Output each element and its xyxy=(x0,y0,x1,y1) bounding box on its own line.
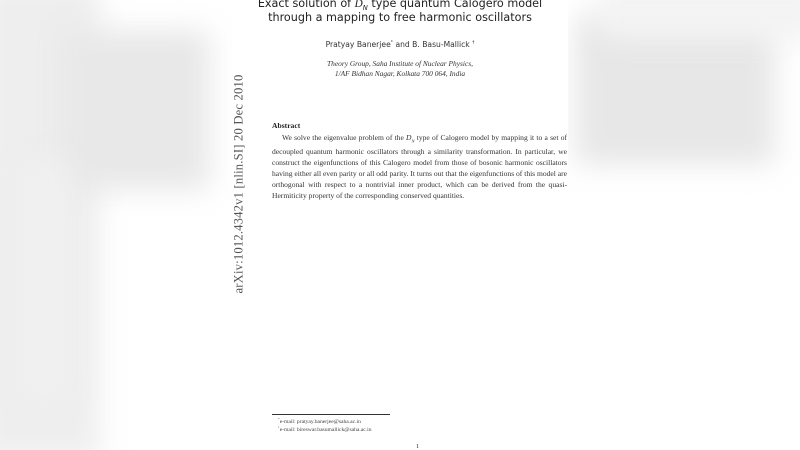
title-math-subscript: N xyxy=(362,4,368,13)
background-blob xyxy=(60,30,210,190)
abstract-math-symbol: D xyxy=(406,133,412,142)
paper-authors xyxy=(232,40,568,49)
background-blob xyxy=(600,0,800,40)
affiliation-line-1: Theory Group, Saha Institute of Nuclear Physics, xyxy=(327,59,473,68)
background-blob xyxy=(20,160,70,400)
footnote-mark: * xyxy=(278,417,280,421)
author-name: Pratyay Banerjee xyxy=(325,40,391,49)
author-conjunction: and xyxy=(393,40,413,49)
abstract-text: type of Calogero model by mapping it to a set of decoupled quantum harmonic oscillators through a similarity transformation. In particular, we construct the eigenfunctions of this Calogero model from those of bosonic harmonic oscillators having either all even parity or all odd parity. It turns out that the eigenfunctions of this model are orthogonal with respect to a nontrivial inner product, which can be derived from the quasi-Hermiticity property of the corresponding conserved quantities. xyxy=(272,133,567,201)
footnote-text: e-mail: bireswar.basumallick@saha.ac.in xyxy=(279,426,372,433)
paper-title-line-2: through a mapping to free harmonic oscillators xyxy=(268,11,532,24)
title-text: type quantum Calogero model xyxy=(367,0,543,10)
abstract-body xyxy=(272,133,567,202)
footnote-text: e-mail: pratyay.banerjee@saha.ac.in xyxy=(279,418,361,425)
affiliation-line-2: 1/AF Bidhan Nagar, Kolkata 700 064, India xyxy=(334,69,466,78)
paper-page xyxy=(232,0,568,450)
footnote-mark: * xyxy=(390,40,394,46)
page-number: 1 xyxy=(416,443,420,450)
abstract-text: We solve the eigenvalue problem of the xyxy=(282,133,407,142)
footnote-rule xyxy=(272,414,390,415)
abstract-math-subscript: N xyxy=(411,138,415,144)
title-text: Exact solution of xyxy=(257,0,355,10)
footnote-mark: † xyxy=(472,40,475,46)
abstract-heading: Abstract xyxy=(272,121,301,130)
arxiv-stamp xyxy=(232,68,246,300)
footnote-1 xyxy=(278,417,361,425)
arxiv-stamp-text: arXiv:1012.4342v1 [nlin.SI] 20 Dec 2010 xyxy=(231,74,246,294)
title-math-symbol: D xyxy=(354,0,363,10)
author-name: B. Basu-Mallick xyxy=(412,40,470,49)
footnote-mark: † xyxy=(278,425,280,429)
footnote-2 xyxy=(278,425,372,433)
